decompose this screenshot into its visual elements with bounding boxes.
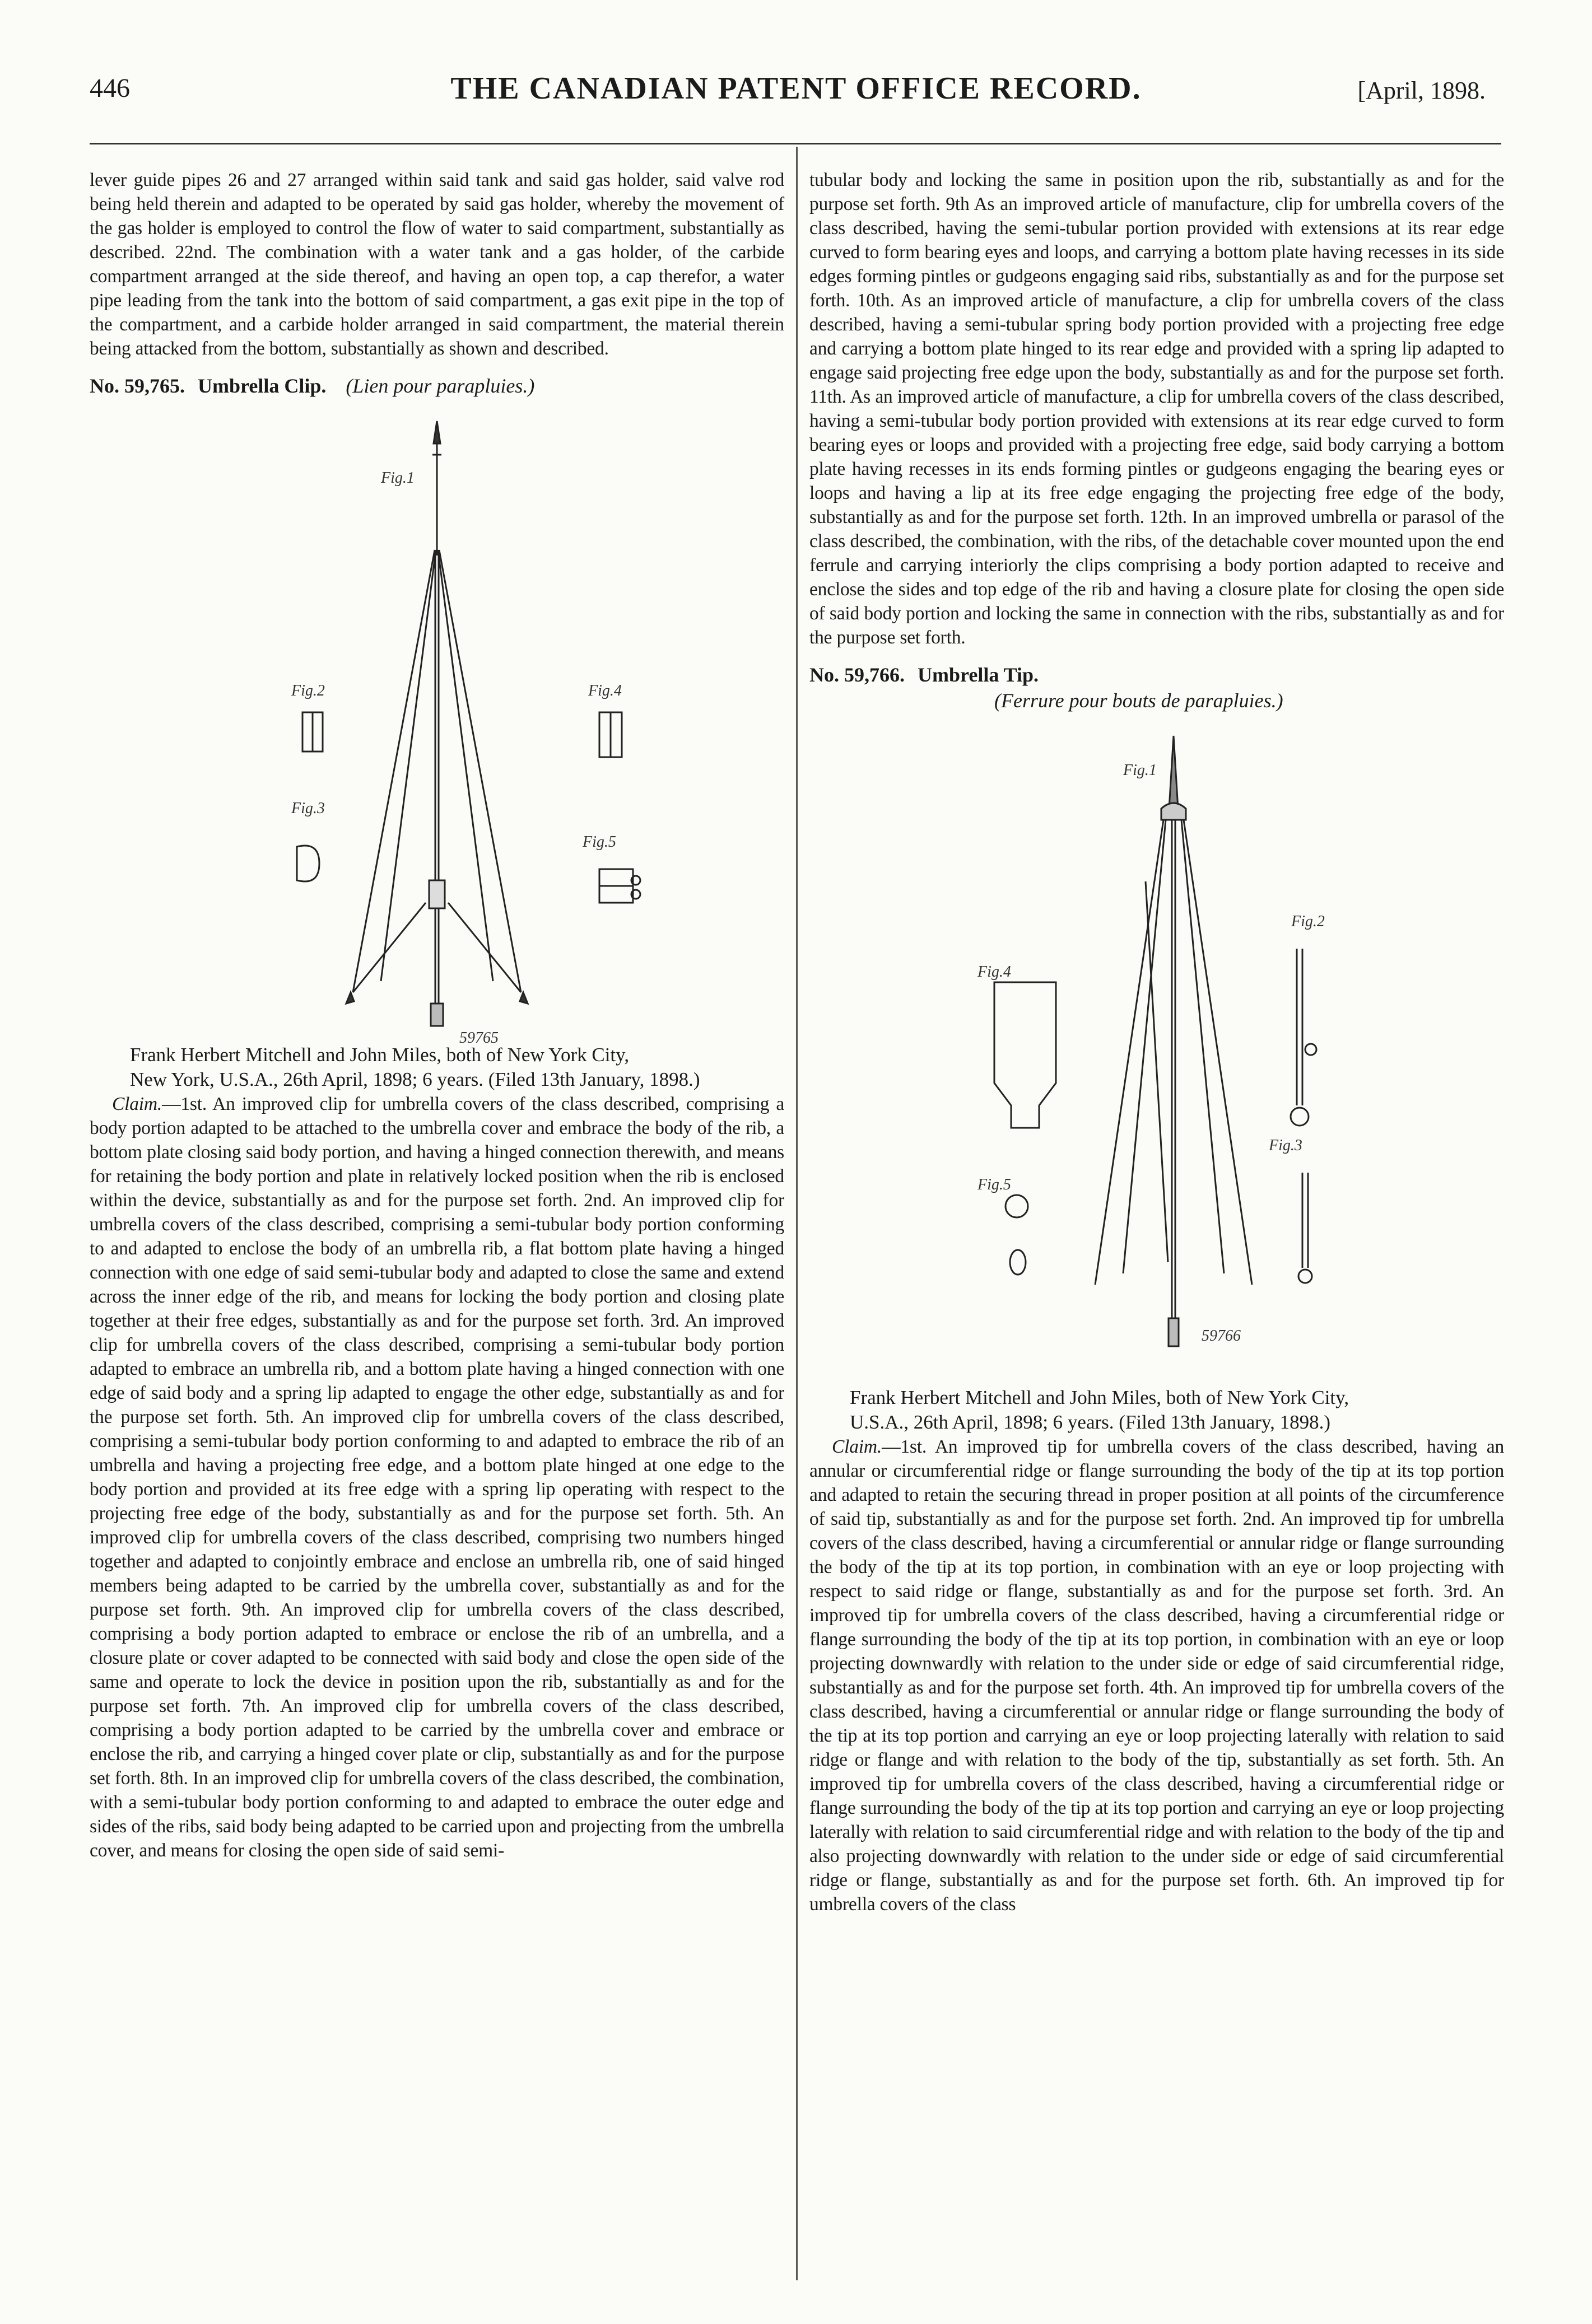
fig1-label: Fig.1 bbox=[381, 469, 415, 487]
inventors-line2: U.S.A., 26th April, 1898; 6 years. (Filed 13th January, 1898.) bbox=[850, 1411, 1331, 1433]
patent-title: Umbrella Tip. bbox=[918, 664, 1039, 686]
umbrella-clip-drawing bbox=[90, 399, 784, 1043]
left-column bbox=[90, 168, 784, 1863]
claims-59765 bbox=[90, 1092, 784, 1863]
fig5-label: Fig.5 bbox=[583, 833, 616, 851]
fig2-label: Fig.2 bbox=[291, 682, 325, 699]
journal-title: THE CANADIAN PATENT OFFICE RECORD. bbox=[450, 71, 1142, 106]
inventors-59766 bbox=[809, 1385, 1504, 1435]
claim-text: —1st. An improved clip for umbrella covers of the class described, comprising a body portion adapted to be attached to the umbrella cover and embrace the body of the rib, a bottom plate closing said body portion, and having a hinged connection therewith, and means for retaining the body portion and plate in relatively locked position when the rib is enclosed within the device, substantially as and for the purpose set forth. 2nd. An improved clip for umbrella covers of the class described, comprising a semi-tubular body portion conforming to and adapted to enclose the body of an umbrella rib, a flat bottom plate having a hinged connection with one edge of said semi-tubular body and adapted to close the same and extend across the inner edge of the rib, and means for locking the body portion and closing plate together at their free edges, substantially as and for the purpose set forth. 3rd. An improved clip for umbrella covers of the class described, comprising a semi-tubular body portion adapted to embrace an umbrella rib, and a bottom plate having a hinged connection with one edge of said body and a spring lip adapted to engage the other edge, substantially as and for the purpose set forth. 5th. An improved clip for umbrella covers of the class described, comprising a semi-tubular body portion conforming to and adapted to embrace the rib of an umbrella and having a projecting free edge, and a bottom plate hinged at one edge to the body portion and provided at its free edge with a spring lip operating with respect to the projecting free edge of the body, substantially as and for the purpose set forth. 5th. An improved clip for umbrella covers of the class described, comprising two numbers hinged together and adapted to conjointly embrace and enclose an umbrella rib, one of said hinged members being adapted to be carried by the umbrella cover, substantially as and for the purpose set forth. 9th. An improved clip for umbrella covers of the class described, comprising a body portion adapted to embrace or enclose the rib of an umbrella, and a closure plate or cover adapted to be connected with said body and close the open side of the same and operate to lock the device in position upon the rib, substantially as and for the purpose set forth. 7th. An improved clip for umbrella covers of the class described, comprising a body portion adapted to be carried by the umbrella cover and embrace or enclose the rib, and carrying a hinged cover plate or clip, substantially as and for the purpose set forth. 8th. In an improved clip for umbrella covers of the class described, the combination, with a semi-tubular body portion conforming to and adapted to embrace the outer edge and sides of the ribs, said body being adapted to be carried upon and projecting from the umbrella cover, and means for closing the open side of said semi- bbox=[90, 1094, 784, 1861]
page-header bbox=[0, 73, 1592, 123]
patent-number: No. 59,765. bbox=[90, 375, 185, 397]
patent-heading-59765 bbox=[90, 373, 784, 399]
claim-label: Claim. bbox=[832, 1436, 882, 1457]
umbrella-clip-figure bbox=[90, 399, 784, 1043]
fig5-label: Fig.5 bbox=[977, 1176, 1011, 1193]
figure-number: 59766 bbox=[1202, 1327, 1241, 1345]
page-number: 446 bbox=[90, 73, 130, 103]
header-rule bbox=[90, 143, 1501, 144]
column-divider bbox=[796, 147, 798, 2280]
umbrella-tip-figure bbox=[809, 713, 1504, 1385]
inventors-line1: Frank Herbert Mitchell and John Miles, both of New York City, bbox=[850, 1387, 1349, 1408]
figure-number: 59765 bbox=[459, 1029, 499, 1043]
inventors-line1: Frank Herbert Mitchell and John Miles, both of New York City, bbox=[130, 1044, 630, 1066]
fig4-label: Fig.4 bbox=[588, 682, 622, 699]
fig3-label: Fig.3 bbox=[291, 800, 325, 817]
fig2-label: Fig.2 bbox=[1291, 913, 1325, 930]
issue-date: [April, 1898. bbox=[1357, 77, 1486, 104]
patent-french-title: (Lien pour parapluies.) bbox=[346, 375, 535, 397]
claim-label: Claim. bbox=[112, 1094, 162, 1114]
patent-title: Umbrella Clip. bbox=[198, 375, 327, 397]
continuation-text-right: tubular body and locking the same in position upon the rib, substantially as and for the purpose set forth. 9th As an improved article of manufacture, clip for umbrella covers of the class described, having the semi-tubular portion provided with extensions at its rear edge curved to form bearing eyes and loops, and carrying a bottom plate having recesses in its side edges forming pintles or gudgeons engaging said ribs, substantially as and for the purpose set forth. 10th. As an improved article of manufacture, a clip for umbrella covers of the class described, having a semi-tubular spring body portion provided with a projecting free edge and carrying a bottom plate hinged to its rear edge and provided with a spring lip adapted to engage said projecting free edge upon the body, substantially as and for the purpose set forth. 11th. As an improved article of manufacture, a clip for umbrella covers of the class described, having a semi-tubular body portion provided with extensions at its rear edge curved to form bearing eyes or loops and provided with a projecting free edge, said body carrying a bottom plate having recesses in its ends forming pintles or gudgeons engaging the bearing eyes or loops and having a lip at its free edge engaging the projecting free edge of the body, substantially as and for the purpose set forth. 12th. In an improved umbrella or parasol of the class described, the combination, with the ribs, of the detachable cover mounted upon the end ferrule and carrying interiorly the clips comprising a body portion adapted to receive and enclose the sides and top edge of the rib and having a closure plate for closing the open side of said body portion and locking the same in connection with the ribs, substantially as and for the purpose set forth. bbox=[809, 170, 1504, 648]
inventors-line2: New York, U.S.A., 26th April, 1898; 6 years. (Filed 13th January, 1898.) bbox=[130, 1068, 700, 1090]
right-column bbox=[809, 168, 1504, 1916]
fig1-label: Fig.1 bbox=[1123, 762, 1157, 779]
inventors-59765 bbox=[90, 1043, 784, 1092]
patent-french-title: (Ferrure pour bouts de parapluies.) bbox=[994, 689, 1283, 712]
continuation-text-left: lever guide pipes 26 and 27 arranged within said tank and said gas holder, said valve rod being held therein and adapted to be operated by said gas holder, whereby the movement of the gas holder is employed to control the flow of water to said compartment, substantially as described. 22nd. The combination with a water tank and a gas holder, of the carbide compartment arranged at the side thereof, and having an open top, a cap therefor, a water pipe leading from the tank into the bottom of said compartment, a gas exit pipe in the top of the compartment, and a carbide holder arranged in said compartment, the material therein being attacked from the bottom, substantially as shown and described. bbox=[90, 170, 784, 359]
fig4-label: Fig.4 bbox=[977, 963, 1011, 981]
umbrella-tip-drawing bbox=[809, 713, 1504, 1385]
patent-heading-59766 bbox=[809, 662, 1504, 688]
claims-59766 bbox=[809, 1435, 1504, 1916]
fig3-label: Fig.3 bbox=[1269, 1137, 1302, 1154]
patent-number: No. 59,766. bbox=[809, 664, 905, 686]
claim-text: —1st. An improved tip for umbrella covers of the class described, having an annular or circumferential ridge or flange surrounding the body of the tip at its top portion and adapted to retain the securing thread in proper position at all points of the circumference of said tip, substantially as and for the purpose set forth. 2nd. An improved tip for umbrella covers of the class described, having a circumferential or annular ridge or flange surrounding the body of the tip at its top portion, in combination with an eye or loop projecting with respect to said ridge or flange, substantially as and for the purpose set forth. 3rd. An improved tip for umbrella covers of the class described, having a circumferential ridge or flange surrounding the body of the tip at its top portion, in combination with an eye or loop projecting downwardly with relation to the under side or edge of said circumferential ridge, substantially as and for the purpose set forth. 4th. An improved tip for umbrella covers of the class described, having a circumferential or annular ridge or flange surrounding the body of the tip at its top portion and carrying an eye or loop projecting laterally with relation to said ridge or flange and with relation to the body of the tip, substantially as set forth. 5th. An improved tip for umbrella covers of the class described, having a circumferential ridge or flange surrounding the body of the tip at its top portion and carrying an eye or loop projecting laterally with relation to said circumferential ridge and with relation to the body of the tip and also projecting downwardly with relation to the under side or edge of said circumferential ridge or flange, substantially as and for the purpose set forth. 6th. An improved tip for umbrella covers of the class bbox=[809, 1436, 1504, 1915]
